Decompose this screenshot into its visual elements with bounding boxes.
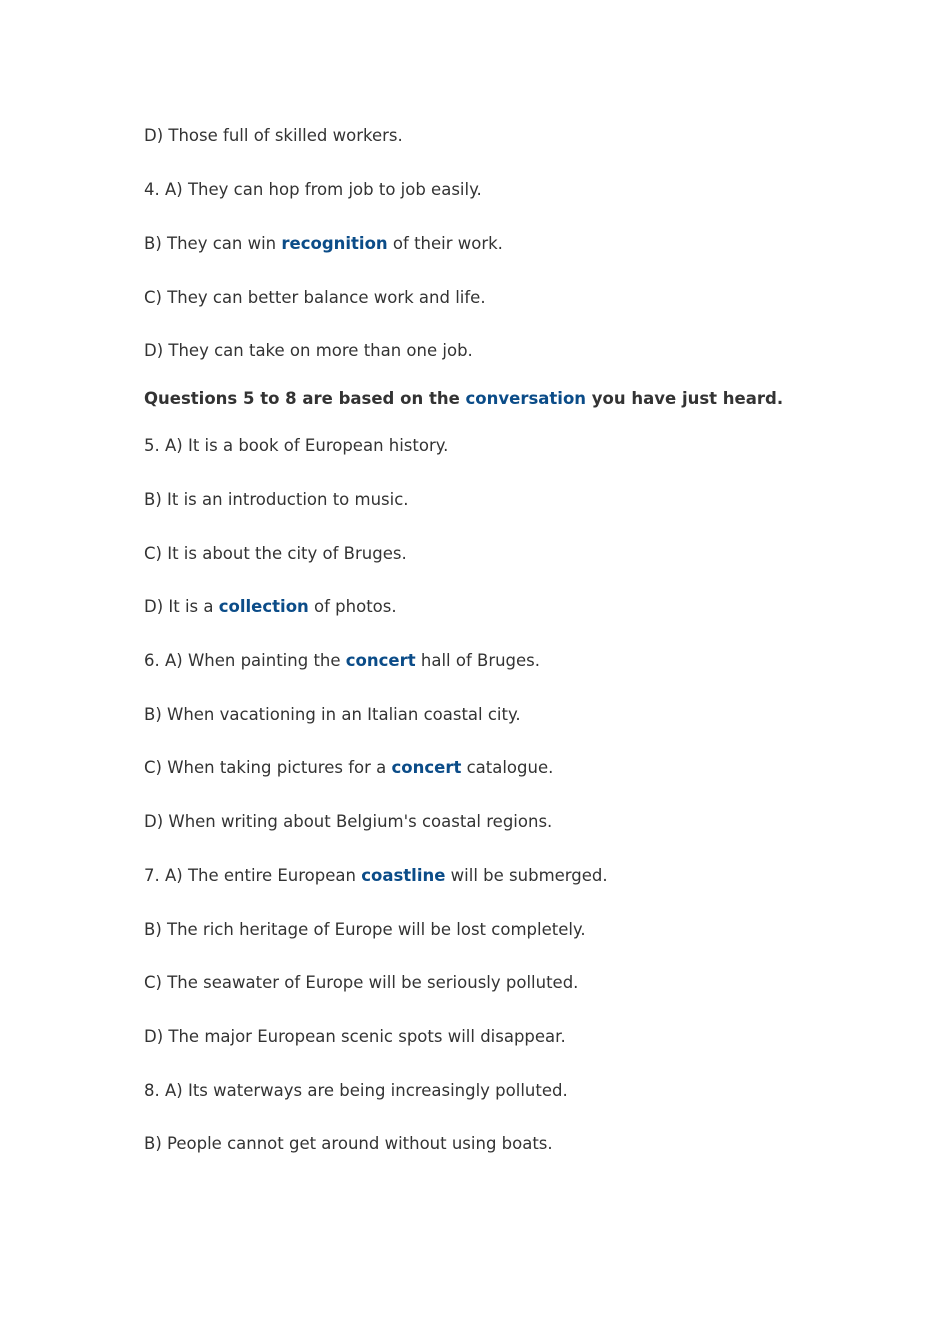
option-line: D) Those full of skilled workers. (144, 126, 403, 145)
option-line: D) They can take on more than one job. (144, 341, 473, 360)
option-line: C) When taking pictures for a concert catalogue. (144, 758, 554, 777)
option-line: C) The seawater of Europe will be seriously polluted. (144, 973, 579, 992)
option-line: B) When vacationing in an Italian coastal city. (144, 705, 521, 724)
option-line: B) They can win recognition of their work. (144, 234, 503, 253)
option-line: B) People cannot get around without using boats. (144, 1134, 553, 1153)
section-heading: Questions 5 to 8 are based on the conversation you have just heard. (144, 389, 784, 408)
option-line: B) The rich heritage of Europe will be lost completely. (144, 920, 586, 939)
option-line: D) It is a collection of photos. (144, 597, 397, 616)
keyword-link-conversation[interactable]: conversation (465, 389, 587, 408)
option-line: 8. A) Its waterways are being increasingly polluted. (144, 1081, 568, 1100)
keyword-link-recognition[interactable]: recognition (281, 234, 388, 253)
option-line: D) When writing about Belgium's coastal regions. (144, 812, 553, 831)
keyword-link-concert[interactable]: concert (345, 651, 416, 670)
option-line: 5. A) It is a book of European history. (144, 436, 449, 455)
keyword-link-coastline[interactable]: coastline (361, 866, 446, 885)
option-line: D) The major European scenic spots will disappear. (144, 1027, 566, 1046)
option-line: C) It is about the city of Bruges. (144, 544, 407, 563)
option-line: 7. A) The entire European coastline will be submerged. (144, 866, 608, 885)
option-line: 4. A) They can hop from job to job easily. (144, 180, 482, 199)
option-line: C) They can better balance work and life. (144, 288, 486, 307)
keyword-link-collection[interactable]: collection (218, 597, 309, 616)
option-line: 6. A) When painting the concert hall of Bruges. (144, 651, 541, 670)
keyword-link-concert[interactable]: concert (391, 758, 462, 777)
option-line: B) It is an introduction to music. (144, 490, 409, 509)
